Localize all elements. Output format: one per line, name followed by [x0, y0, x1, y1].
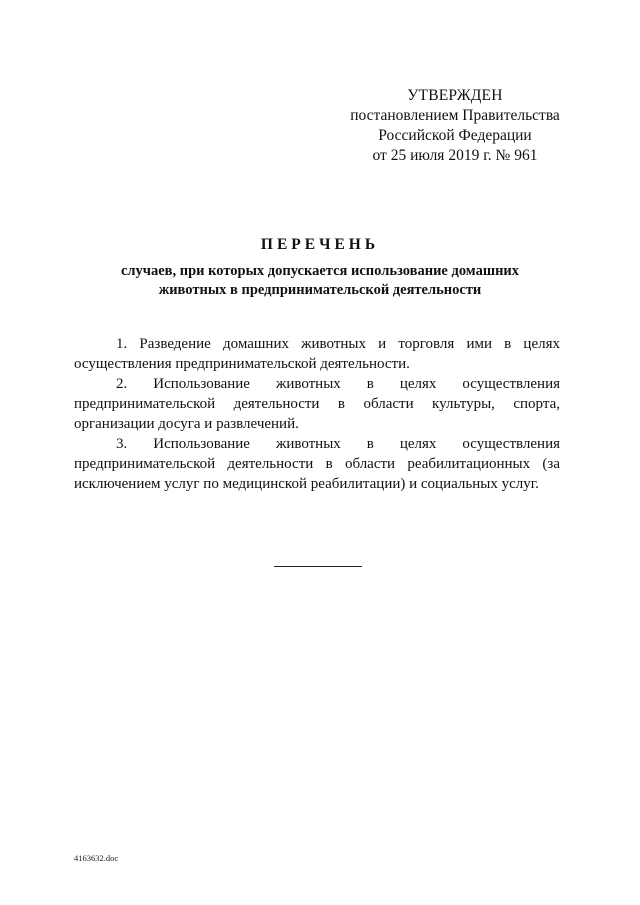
list-item-3: 3. Использование животных в целях осуществления предпринимательской деятельности в области реабилитационных (за исключением услуг по медицинской реабилитации) и социальных услуг.: [74, 436, 560, 492]
document-subtitle: [60, 262, 580, 300]
approval-line-1: постановлением Правительства: [350, 107, 560, 124]
list-body: [74, 334, 560, 494]
list-item-2: 2. Использование животных в целях осуществления предпринимательской деятельности в области культуры, спорта, организации досуга и развлечений.: [74, 376, 560, 432]
approval-line-3: от 25 июля 2019 г. № 961: [372, 147, 538, 164]
document-title: ПЕРЕЧЕНЬ: [260, 236, 380, 253]
list-item-1: 1. Разведение домашних животных и торговля ими в целях осуществления предпринимательской деятельности.: [74, 336, 560, 372]
approval-heading: УТВЕРЖДЕН: [407, 87, 503, 104]
approval-line-2: Российской Федерации: [378, 127, 532, 144]
subtitle-line-1: случаев, при которых допускается использование домашних: [120, 263, 520, 279]
approval-stamp: [330, 86, 580, 166]
end-divider: [274, 566, 362, 567]
subtitle-line-2: животных в предпринимательской деятельности: [158, 282, 482, 298]
document-code: 4163632.doc: [74, 853, 119, 863]
